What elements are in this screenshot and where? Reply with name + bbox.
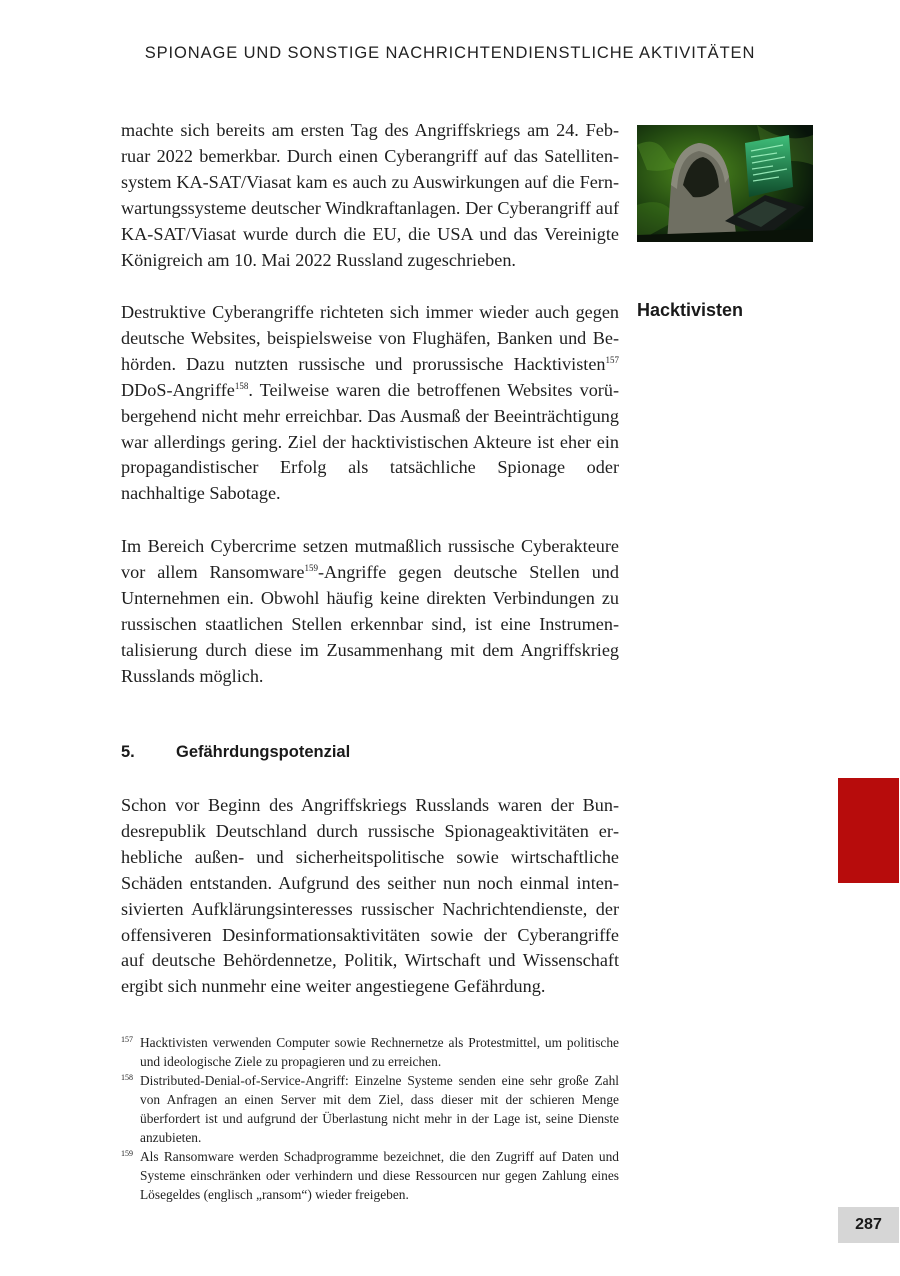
- footnote-number: 157: [121, 1035, 133, 1044]
- footnote-number: 158: [121, 1073, 133, 1082]
- hacker-photo-illustration: [637, 125, 813, 242]
- footnote-text: Als Ransomware werden Schadprogramme bezeichnet, die den Zugriff auf Daten und Systeme einschränken oder verhindern und diese Ressourcen nur gegen Zahlung eines Lösegeldes (englisch „ransom“) wieder freigeben.: [140, 1149, 619, 1202]
- footnote-159: [121, 1147, 619, 1204]
- footnote-ref-159[interactable]: 159: [304, 562, 318, 573]
- footnote-text: Hacktivisten verwenden Computer sowie Rechnernetze als Protestmittel, um politische und ideologische Ziele zu propagieren und zu erreichen.: [140, 1035, 619, 1069]
- footnote-number: 159: [121, 1149, 133, 1158]
- section-title: Gefährdungspotenzial: [176, 743, 351, 761]
- footnote-text: Distributed-Denial-of-Service-Angriff: Einzelne Systeme senden eine sehr große Zahl von Anfragen an einen Server mit dem Ziel, dass dieser mit der schieren Menge überfordert ist und aufgrund der Überlastung nicht mehr in der Lage ist, seine Dienste anzubieten.: [140, 1073, 619, 1145]
- paragraph-ka-sat-attack: machte sich bereits am ersten Tag des Angriffskriegs am 24. Februar 2022 bemerkbar. Durch einen Cyberangriff auf das Satellitensystem KA-SAT/Viasat kam es auch zu Auswirkungen auf die Fernwartungssysteme deutscher Windkraftanlagen. Der Cyberangriff auf KA-SAT/Viasat wurde durch die EU, die USA und das Vereinigte Königreich am 10. Mai 2022 Russland zugeschrieben.: [121, 120, 619, 270]
- footnote-158: [121, 1071, 619, 1147]
- section-heading: [121, 743, 350, 762]
- paragraph-text: . Teilweise waren die betroffenen Websites vorübergehend nicht mehr erreichbar. Das Ausmaß der Beeinträchtigung war allerdings gering. Ziel der hacktivistischen Akteure ist eher ein propagandistischer Erfolg als tatsächliche Spionage oder nachhaltige Sabotage.: [121, 379, 619, 504]
- footnote-ref-158[interactable]: 158: [234, 380, 249, 391]
- hooded-hacker-at-laptop-image: [637, 125, 813, 242]
- footnote-157: [121, 1033, 619, 1071]
- section-number: 5.: [121, 743, 135, 761]
- paragraph-text: Im Bereich Cybercrime setzen mutmaßlich russische Cyberakteure vor allem Ransomware: [121, 536, 619, 582]
- paragraph-text: DDoS-Angriffe: [121, 379, 235, 400]
- running-header: SPIONAGE UND SONSTIGE NACHRICHTENDIENSTLICHE AKTIVITÄTEN: [144, 44, 756, 62]
- paragraph-text: -Angriffe gegen deutsche Stellen und Unternehmen ein. Obwohl häufig keine direkten Verbindungen zu russischen staatlichen Stellen erkennbar sind, ist eine Instrumentalisierung durch diese im Zusammenhang mit dem Angriffskrieg Russlands möglich.: [121, 561, 619, 686]
- margin-note-hacktivisten: Hacktivisten: [637, 300, 744, 320]
- footnote-ref-157[interactable]: 157: [605, 354, 619, 365]
- page-number: 287: [838, 1207, 899, 1243]
- chapter-side-tab: [838, 778, 899, 883]
- paragraph-destructive-attacks: [121, 300, 619, 507]
- paragraph-cybercrime: [121, 534, 619, 689]
- paragraph-threat-potential: Schon vor Beginn des Angriffskriegs Russlands waren der Bundesrepublik Deutschland durch russische Spionageaktivitäten erhebliche außen- und sicherheitspolitische sowie wirtschaftliche Schäden entstanden. Aufgrund des seither nun noch einmal intensivierten Aufklärungsinteresses russischer Nachrichtendienste, der offensiveren Desinformationsaktivitäten sowie der Cyberangriffe auf deutsche Behördennetze, Politik, Wirtschaft und Wissenschaft ergibt sich nunmehr eine weiter angestiegene Gefährdung.: [121, 795, 619, 997]
- footnotes: [121, 1033, 619, 1204]
- paragraph-text: Destruktive Cyberangriffe richteten sich immer wieder auch gegen deutsche Websites, beispielsweise von Flughäfen, Banken und Behörden. Dazu nutzten russische und prorussische Hacktivisten: [121, 302, 619, 374]
